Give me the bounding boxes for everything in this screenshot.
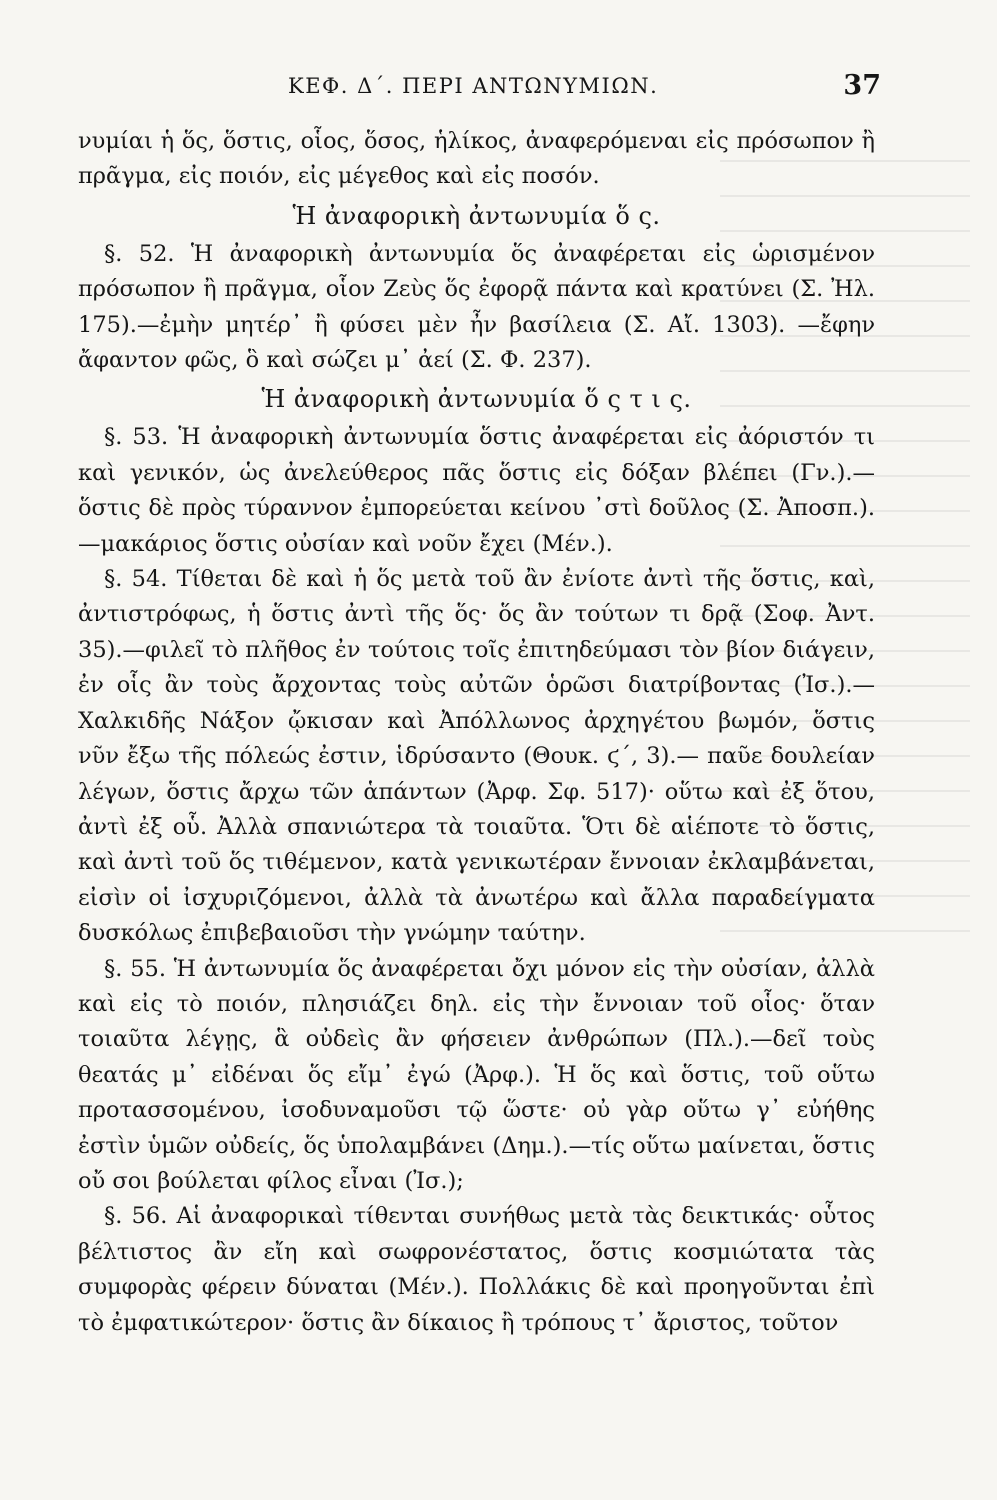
- paragraph-52: §. 52. Ἡ ἀναφορικὴ ἀντωνυμία ὅς ἀναφέρεται εἰς ὡρισμένον πρόσωπον ἢ πρᾶγμα, οἷον Ζεὺς ὅς ἐφορᾷ πάντα καὶ κρατύνει (Σ. Ἠλ. 175).—ἐμὴν μητέρ᾽ ἢ φύσει μὲν ἦν βασίλεια (Σ. Αἴ. 1303). —ἔφην ἄφαντον φῶς, ὃ καὶ σώζει μ᾽ ἀεί (Σ. Φ. 237).: [78, 240, 875, 374]
- intro-paragraph: νυμίαι ἡ ὅς, ὅστις, οἷος, ὅσος, ἡλίκος, ἀναφερόμεναι εἰς πρόσωπον ἢ πρᾶγμα, εἰς ποιόν, εἰς μέγεθος καὶ εἰς ποσόν.: [78, 128, 875, 190]
- paragraph-56: §. 56. Αἱ ἀναφορικαὶ τίθενται συνήθως μετὰ τὰς δεικτικάς· οὗτος βέλτιστος ἂν εἴη καὶ σωφρονέστατος, ὅστις κοσμιώτατα τὰς συμφορὰς φέρειν δύναται (Μέν.). Πολλάκις δὲ καὶ προηγοῦνται ἐπὶ τὸ ἐμφατικώτερον· ὅστις ἂν δίκαιος ἢ τρόπους τ᾽ ἄριστος, τοῦτον: [78, 1203, 875, 1336]
- paragraph-55: §. 55. Ἡ ἀντωνυμία ὅς ἀναφέρεται ὄχι μόνον εἰς τὴν οὐσίαν, ἀλλὰ καὶ εἰς τὸ ποιόν, πλησιάζει δηλ. εἰς τὴν ἔννοιαν τοῦ οἷος· ὅταν τοιαῦτα λέγῃς, ἃ οὐδεὶς ἂν φήσειεν ἀνθρώπων (Πλ.).—δεῖ τοὺς θεατάς μ᾽ εἰδέναι ὅς εἴμ᾽ ἐγώ (Ἀρφ.). Ἡ ὅς καὶ ὅστις, τοῦ οὕτω προτασσομένου, ἰσοδυναμοῦσι τῷ ὥστε· οὐ γὰρ οὕτω γ᾽ εὐήθης ἐστὶν ὑμῶν οὐδείς, ὅς ὑπολαμβάνει (Δημ.).—τίς οὕτω μαίνεται, ὅστις οὔ σοι βούλεται φίλος εἶναι (Ἰσ.);: [78, 955, 875, 1194]
- page-number: 37: [843, 70, 881, 101]
- chapter-title: ΚΕΦ. Δ΄. ΠΕΡΙ ΑΝΤΩΝΥΜΙΩΝ.: [288, 74, 659, 98]
- section-heading-hos: Ἡ ἀναφορικὴ ἀντωνυμία ὅ ς.: [292, 201, 661, 230]
- paragraph-54: §. 54. Τίθεται δὲ καὶ ἡ ὅς μετὰ τοῦ ἂν ἐνίοτε ἀντὶ τῆς ὅστις, καὶ, ἀντιστρόφως, ἡ ὅστις ἀντὶ τῆς ὅς· ὅς ἂν τούτων τι δρᾷ (Σοφ. Ἀντ. 35).—φιλεῖ τὸ πλῆθος ἐν τούτοις τοῖς ἐπιτηδεύμασι τὸν βίον διάγειν, ἐν οἷς ἂν τοὺς ἄρχοντας τοὺς αὐτῶν ὁρῶσι διατρίβοντας (Ἰσ.).—Χαλκιδῆς Νάξον ᾤκισαν καὶ Ἀπόλλωνος ἀρχηγέτου βωμόν, ὅστις νῦν ἔξω τῆς πόλεώς ἐστιν, ἱδρύσαντο (Θουκ. ϛ΄, 3).— παῦε δουλείαν λέγων, ὅστις ἄρχω τῶν ἁπάντων (Ἀρφ. Σφ. 517)· οὕτω καὶ ἐξ ὅτου, ἀντὶ ἐξ οὗ. Ἀλλὰ σπανιώτερα τὰ τοιαῦτα. Ὅτι δὲ αἱέποτε τὸ ὅστις, καὶ ἀντὶ τοῦ ὅς τιθέμενον, κατὰ γενικωτέραν ἔννοιαν ἐκλαμβάνεται, εἰσὶν οἱ ἰσχυριζόμενοι, ἀλλὰ τὰ ἀνωτέρω καὶ ἄλλα παραδείγματα δυσκόλως ἐπιβεβαιοῦσι τὴν γνώμην ταύτην.: [78, 566, 875, 947]
- section-heading-hostis: Ἡ ἀναφορικὴ ἀντωνυμία ὅ ς τ ι ς.: [261, 385, 692, 414]
- running-header: [78, 70, 881, 116]
- page-body: [78, 124, 875, 1341]
- paragraph-53: §. 53. Ἡ ἀναφορικὴ ἀντωνυμία ὅστις ἀναφέρεται εἰς ἀόριστόν τι καὶ γενικόν, ὡς ἀνελεύθερος πᾶς ὅστις εἰς δόξαν βλέπει (Γν.).— ὅστις δὲ πρὸς τύραννον ἐμπορεύεται κείνου ᾽στὶ δοῦλος (Σ. Ἀποσπ.).—μακάριος ὅστις οὐσίαν καὶ νοῦν ἔχει (Μέν.).: [78, 424, 875, 557]
